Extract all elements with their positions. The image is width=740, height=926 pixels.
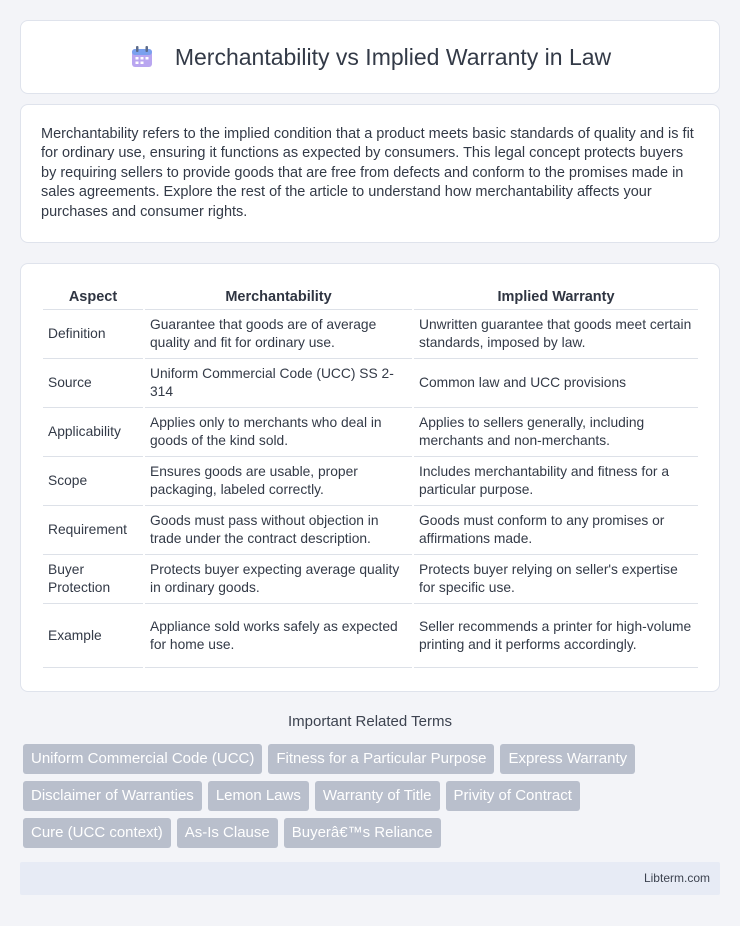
cell-aspect: Scope (43, 457, 143, 506)
tag-cure[interactable]: Cure (UCC context) (23, 818, 171, 848)
comparison-table-card (20, 263, 720, 692)
cell-implied: Unwritten guarantee that goods meet certain standards, imposed by law. (414, 310, 698, 359)
table-row (43, 506, 698, 555)
tag-buyers-reliance[interactable]: Buyerâ€™s Reliance (284, 818, 441, 848)
related-terms-title: Important Related Terms (288, 713, 452, 730)
intro-card (20, 104, 720, 243)
footer-site-link[interactable]: Libterm.com (643, 871, 710, 885)
cell-aspect: Definition (43, 310, 143, 359)
tag-disclaimer-of-warranties[interactable]: Disclaimer of Warranties (23, 781, 202, 811)
tag-row (23, 818, 723, 848)
related-terms-tags (23, 744, 723, 855)
cell-merchantability: Protects buyer expecting average quality in ordinary goods. (145, 555, 412, 604)
cell-implied: Includes merchantability and fitness for a particular purpose. (414, 457, 698, 506)
table-row (43, 408, 698, 457)
tag-row (23, 781, 723, 811)
cell-aspect: Applicability (43, 408, 143, 457)
tag-as-is-clause[interactable]: As-Is Clause (177, 818, 278, 848)
tag-privity-of-contract[interactable]: Privity of Contract (446, 781, 580, 811)
cell-implied: Seller recommends a printer for high-volume printing and it performs accordingly. (414, 604, 698, 668)
header-aspect: Aspect (43, 284, 143, 310)
tag-warranty-of-title[interactable]: Warranty of Title (315, 781, 440, 811)
table-row (43, 604, 698, 668)
cell-merchantability: Guarantee that goods are of average quality and fit for ordinary use. (145, 310, 412, 359)
title-card (20, 20, 720, 94)
cell-aspect: Requirement (43, 506, 143, 555)
cell-aspect: Buyer Protection (43, 555, 143, 604)
table-row (43, 555, 698, 604)
header-merchantability: Merchantability (145, 284, 412, 310)
tag-lemon-laws[interactable]: Lemon Laws (208, 781, 309, 811)
footer (20, 862, 720, 895)
cell-merchantability: Ensures goods are usable, proper packaging, labeled correctly. (145, 457, 412, 506)
cell-implied: Applies to sellers generally, including merchants and non-merchants. (414, 408, 698, 457)
tag-fitness-for-purpose[interactable]: Fitness for a Particular Purpose (268, 744, 494, 774)
cell-implied: Protects buyer relying on seller's expertise for specific use. (414, 555, 698, 604)
title-wrap (129, 44, 611, 71)
cell-merchantability: Uniform Commercial Code (UCC) SS 2-314 (145, 359, 412, 408)
calendar-icon (129, 44, 155, 70)
cell-merchantability: Applies only to merchants who deal in goods of the kind sold. (145, 408, 412, 457)
cell-aspect: Source (43, 359, 143, 408)
cell-implied: Common law and UCC provisions (414, 359, 698, 408)
cell-implied: Goods must conform to any promises or affirmations made. (414, 506, 698, 555)
comparison-table (41, 284, 700, 668)
tag-ucc[interactable]: Uniform Commercial Code (UCC) (23, 744, 262, 774)
table-header-row (43, 284, 698, 310)
tag-express-warranty[interactable]: Express Warranty (500, 744, 635, 774)
page-title: Merchantability vs Implied Warranty in Law (174, 43, 612, 70)
header-implied-warranty: Implied Warranty (414, 284, 698, 310)
table-row (43, 359, 698, 408)
intro-paragraph: Merchantability refers to the implied condition that a product meets basic standards of quality and is fit for ordinary use, ensuring it functions as expected by consumers. This legal concept protects buyers by requiring sellers to provide goods that are free from defects and conform to the promises made in sales agreements. Explore the rest of the article to understand how merchantability affects your purchases and consumer rights. (41, 126, 694, 220)
cell-merchantability: Goods must pass without objection in trade under the contract description. (145, 506, 412, 555)
table-row (43, 310, 698, 359)
cell-aspect: Example (43, 604, 143, 668)
cell-merchantability: Appliance sold works safely as expected for home use. (145, 604, 412, 668)
tag-row (23, 744, 723, 774)
table-row (43, 457, 698, 506)
